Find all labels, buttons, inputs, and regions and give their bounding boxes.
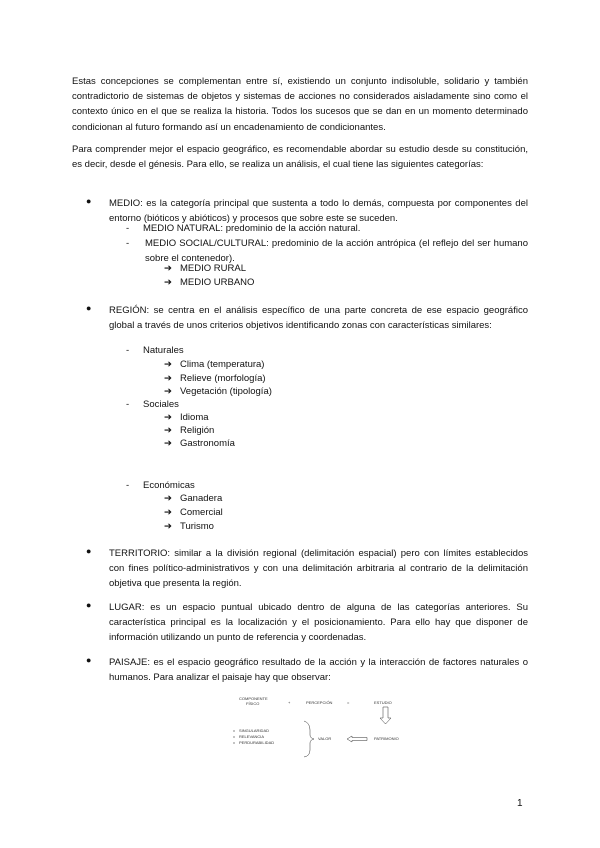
medio-text: MEDIO: es la categoría principal que sustenta a todo lo demás, compuesta por componentes del entorno (bióticos y abióticos) y procesos que sobre este se suceden.	[109, 198, 528, 225]
region-turismo: ➔ Turismo	[164, 521, 214, 532]
diagram-singularidad: SINGULARIDAD	[239, 728, 270, 733]
bullet-marker: ●	[86, 196, 92, 206]
medio-rural-item: ➔ MEDIO RURAL	[164, 263, 246, 274]
region-comercial: ➔ Comercial	[164, 507, 223, 518]
diagram-valor: VALOR	[318, 736, 332, 741]
region-religion: ➔ Religión	[164, 425, 215, 436]
diagram-bullet-dot	[233, 742, 234, 743]
medio-urbano-item: ➔ MEDIO URBANO	[164, 277, 255, 288]
intro-paragraph-2: Para comprender mejor el espacio geográfico, es recomendable abordar su estudio desde su constitución, es decir, desde el génesis. Para ello, se realiza un análisis, el cual tiene las siguientes categorías:	[72, 144, 528, 171]
diagram-percepcion: PERCEPCIÓN	[306, 700, 333, 705]
medio-natural-item: - MEDIO NATURAL: predominio de la acción natural.	[126, 223, 361, 234]
region-text: REGIÓN: se centra en el análisis específico de una parte concreta de ese espacio geográfico global a través de unos criterios objetivos identificando zonas con características similares:	[109, 305, 528, 332]
diagram-perdurabilidad: PERDURABILIDAD	[239, 740, 275, 745]
document-page: Estas concepciones se complementan entre sí, existiendo un conjunto indisoluble, solidario y también contradictorio de sistemas de objetos y sistemas de acciones no considerados aisladamente sino como el contexto único en el que se realiza la historia. Todos los sucesos que se dan en un momento determinado condicionan al futuro formando así un encadenamiento de condicionantes. Para comprender mejor el espacio geográfico, es recomendable abordar su estudio desde su constitución, es decir, desde el génesis. Para ello, se realiza un análisis, el cual tiene las siguientes categorías: ● MEDIO: es la categoría principal que sustenta a todo lo demás, compuesta por componentes del entorno (bióticos y abióticos) y procesos que sobre este se suceden. - MEDIO NATURAL: predominio de la acción natural. - MEDIO SOCIAL/CULTURAL: predominio de la acción antrópica (el reflejo del ser humano sobre el contenedor). ➔ MEDIO RURAL ➔ MEDIO URBANO ● REGIÓN: se centra en el análisis específico de una parte concreta de ese espacio geográfico global a través de unos criterios objetivos identificando zonas con características similares: - Naturales ➔ Clima (temperatura) ➔ Relieve (morfología) ➔ Vegetación (tipología) - Sociales ➔ Idioma ➔ Religión ➔ Gastronomía - Económicas ➔ Ganadera ➔ Comercial ➔ Turismo ● TERRITORIO: similar a la división regional (delimitación espacial) pero con límites establecidos con fines político-administrativos y con una delimitación arbitraria al contrario de la delimitación objetiva que presenta la región. ● LUGAR: es un espacio puntual ubicado dentro de alguna de las categorías anteriores. Su característica principal es la localización y el posicionamiento. Para ello hay que disponer de información utilizando un punto de referencia y coordenadas. ● PAISAJE: es el espacio geográfico resultado de la acción y la interacción de factores naturales o humanos. Para analizar el paisaje hay que observar: COMPONENTE FÍSICO + PERCEPCIÓN = ESTUDIO SINGULARIDAD RELEVANCIA PERDURABILIDAD VALOR PATRIMONIO 1	[72, 76, 528, 809]
paisaje-text: PAISAJE: es el espacio geográfico resultado de la acción y la interacción de factores naturales o humanos. Para analizar el paisaje hay que observar:	[109, 657, 528, 684]
diagram-down-arrow	[380, 707, 391, 724]
diagram-componente-line2: FÍSICO	[246, 701, 260, 706]
diagram-left-arrow	[347, 736, 367, 742]
region-gastronomia: ➔ Gastronomía	[164, 438, 235, 449]
paisaje-diagram	[226, 694, 422, 758]
region-naturales: - Naturales	[126, 345, 184, 356]
region-sociales: - Sociales	[126, 399, 179, 410]
region-idioma: ➔ Idioma	[164, 412, 209, 423]
diagram-bullet-dot	[233, 730, 234, 731]
diagram-plus: +	[288, 700, 291, 705]
region-relieve: ➔ Relieve (morfología)	[164, 373, 266, 384]
territorio-text: TERRITORIO: similar a la división regional (delimitación espacial) pero con límites establecidos con fines político-administrativos y con una delimitación arbitraria al contrario de la delimitación objetiva que presenta la región.	[109, 548, 528, 590]
bullet-marker: ●	[86, 655, 92, 665]
diagram-bullet-dot	[233, 736, 234, 737]
diagram-componente-line1: COMPONENTE	[239, 696, 268, 701]
region-ganadera: ➔ Ganadera	[164, 493, 223, 504]
bullet-marker: ●	[86, 600, 92, 610]
diagram-estudio: ESTUDIO	[374, 700, 392, 705]
diagram-patrimonio: PATRIMONIO	[374, 736, 399, 741]
diagram-equals: =	[347, 700, 350, 705]
intro-paragraph-1: Estas concepciones se complementan entre sí, existiendo un conjunto indisoluble, solidario y también contradictorio de sistemas de objetos y sistemas de acciones no considerados aisladamente sino como el contexto único en el que se realiza la historia. Todos los sucesos que se dan en un momento determinado condicionan al futuro formando así un encadenamiento de condicionantes.	[72, 76, 528, 133]
bullet-marker: ●	[86, 303, 92, 313]
lugar-text: LUGAR: es un espacio puntual ubicado dentro de alguna de las categorías anteriores. Su característica principal es la localización y el posicionamiento. Para ello hay que disponer de información utilizando un punto de referencia y coordenadas.	[109, 602, 528, 644]
page-number: 1	[517, 798, 523, 809]
region-clima: ➔ Clima (temperatura)	[164, 359, 265, 370]
region-economicas: - Económicas	[126, 480, 195, 491]
diagram-relevancia: RELEVANCIA	[239, 734, 265, 739]
region-vegetacion: ➔ Vegetación (tipología)	[164, 386, 272, 397]
diagram-brace	[304, 721, 314, 757]
bullet-marker: ●	[86, 546, 92, 556]
